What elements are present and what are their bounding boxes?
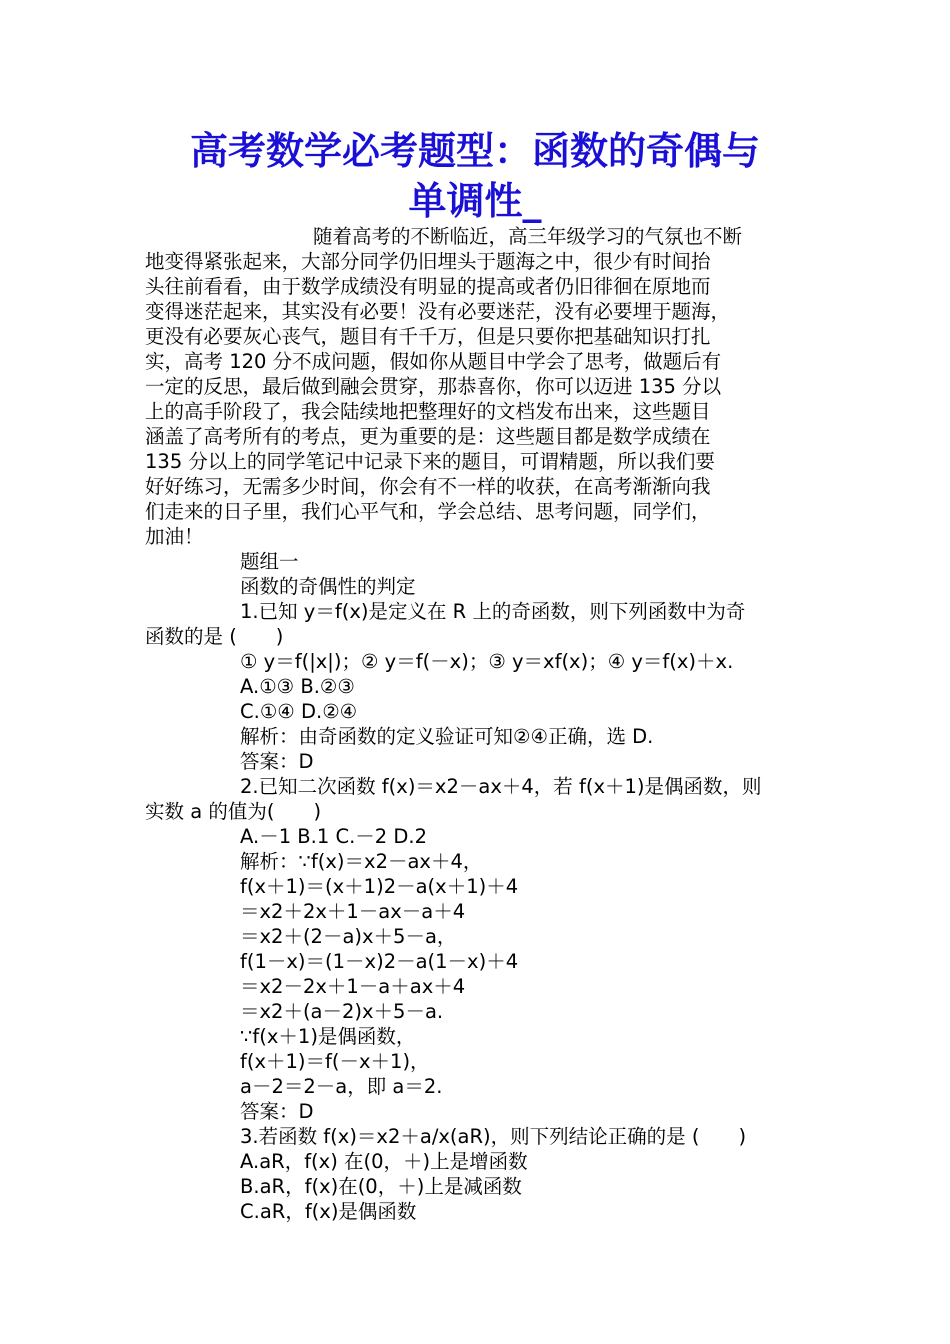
question-2-stem-continued: 实数 a 的值为( ) [145, 800, 322, 823]
question-1-stem-continued: 函数的是 ( ) [145, 625, 284, 648]
question-3-option-c: C.aR，f(x)是偶函数 [240, 1200, 417, 1223]
question-1-stem: 1.已知 y＝f(x)是定义在 R 上的奇函数，则下列函数中为奇 [240, 600, 746, 623]
question-2-step: ＝x2－2x＋1－a＋ax＋4 [240, 975, 466, 998]
question-2-step: ＝x2＋(2－a)x＋5－a， [240, 925, 457, 948]
document-title-line-1: 高考数学必考题型：函数的奇偶与 [189, 128, 760, 173]
question-1-items: ① y＝f(|x|)；② y＝f(－x)；③ y＝xf(x)；④ y＝f(x)＋x. [240, 650, 734, 673]
intro-paragraph-line: 加油！ [145, 525, 204, 548]
question-1-answer: 答案：D [240, 750, 314, 773]
question-2-step: ＝x2＋(a－2)x＋5－a. [240, 1000, 444, 1023]
document-title-line-2: 单调性_ [408, 178, 542, 223]
question-2-step: 解析：∵f(x)＝x2－ax＋4， [240, 850, 483, 873]
intro-paragraph-line: 们走来的日子里，我们心平气和，学会总结、思考问题，同学们， [145, 500, 711, 523]
intro-paragraph-line: 135 分以上的同学笔记中记录下来的题目，可谓精题，所以我们要 [145, 450, 715, 473]
intro-paragraph-line: 地变得紧张起来，大部分同学仍旧埋头于题海之中，很少有时间抬 [145, 250, 711, 273]
problem-group-label: 题组一 [240, 550, 299, 573]
question-2-answer: 答案：D [240, 1100, 314, 1123]
problem-group-topic: 函数的奇偶性的判定 [240, 575, 416, 598]
intro-paragraph-line: 头往前看看，由于数学成绩没有明显的提高或者仍旧徘徊在原地而 [145, 275, 711, 298]
question-2-step: f(1－x)＝(1－x)2－a(1－x)＋4 [240, 950, 519, 973]
intro-paragraph-line: 随着高考的不断临近，高三年级学习的气氛也不断 [313, 225, 743, 248]
question-2-step: ∵f(x＋1)是偶函数， [240, 1025, 416, 1048]
intro-paragraph-line: 实，高考 120 分不成问题，假如你从题目中学会了思考，做题后有 [145, 350, 722, 373]
intro-paragraph-line: 变得迷茫起来，其实没有必要！没有必要迷茫，没有必要埋于题海， [145, 300, 731, 323]
intro-paragraph-line: 一定的反思，最后做到融会贯穿，那恭喜你，你可以迈进 135 分以 [145, 375, 722, 398]
question-2-step: f(x＋1)＝f(－x＋1)， [240, 1050, 430, 1073]
question-1-options-ab: A.①③ B.②③ [240, 675, 355, 698]
question-3-option-b: B.aR，f(x)在(0，＋)上是减函数 [240, 1175, 522, 1198]
question-3-option-a: A.aR，f(x) 在(0，＋)上是增函数 [240, 1150, 528, 1173]
question-2-step: f(x＋1)＝(x＋1)2－a(x＋1)＋4 [240, 875, 519, 898]
intro-paragraph-line: 好好练习，无需多少时间，你会有不一样的收获，在高考渐渐向我 [145, 475, 711, 498]
question-2-stem: 2.已知二次函数 f(x)＝x2－ax＋4，若 f(x＋1)是偶函数，则 [240, 775, 762, 798]
intro-paragraph-line: 涵盖了高考所有的考点，更为重要的是：这些题目都是数学成绩在 [145, 425, 711, 448]
question-1-analysis: 解析：由奇函数的定义验证可知②④正确，选 D. [240, 725, 654, 748]
question-1-options-cd: C.①④ D.②④ [240, 700, 358, 723]
intro-paragraph-line: 上的高手阶段了，我会陆续地把整理好的文档发布出来，这些题目 [145, 400, 711, 423]
question-2-step: ＝x2＋2x＋1－ax－a＋4 [240, 900, 466, 923]
intro-paragraph-line: 更没有必要灰心丧气，题目有千千万，但是只要你把基础知识打扎 [145, 325, 711, 348]
question-3-stem: 3.若函数 f(x)＝x2＋a/x(aR)，则下列结论正确的是 ( ) [240, 1125, 747, 1148]
question-2-step: a－2＝2－a，即 a＝2. [240, 1075, 443, 1098]
question-2-options: A.－1 B.1 C.－2 D.2 [240, 825, 428, 848]
